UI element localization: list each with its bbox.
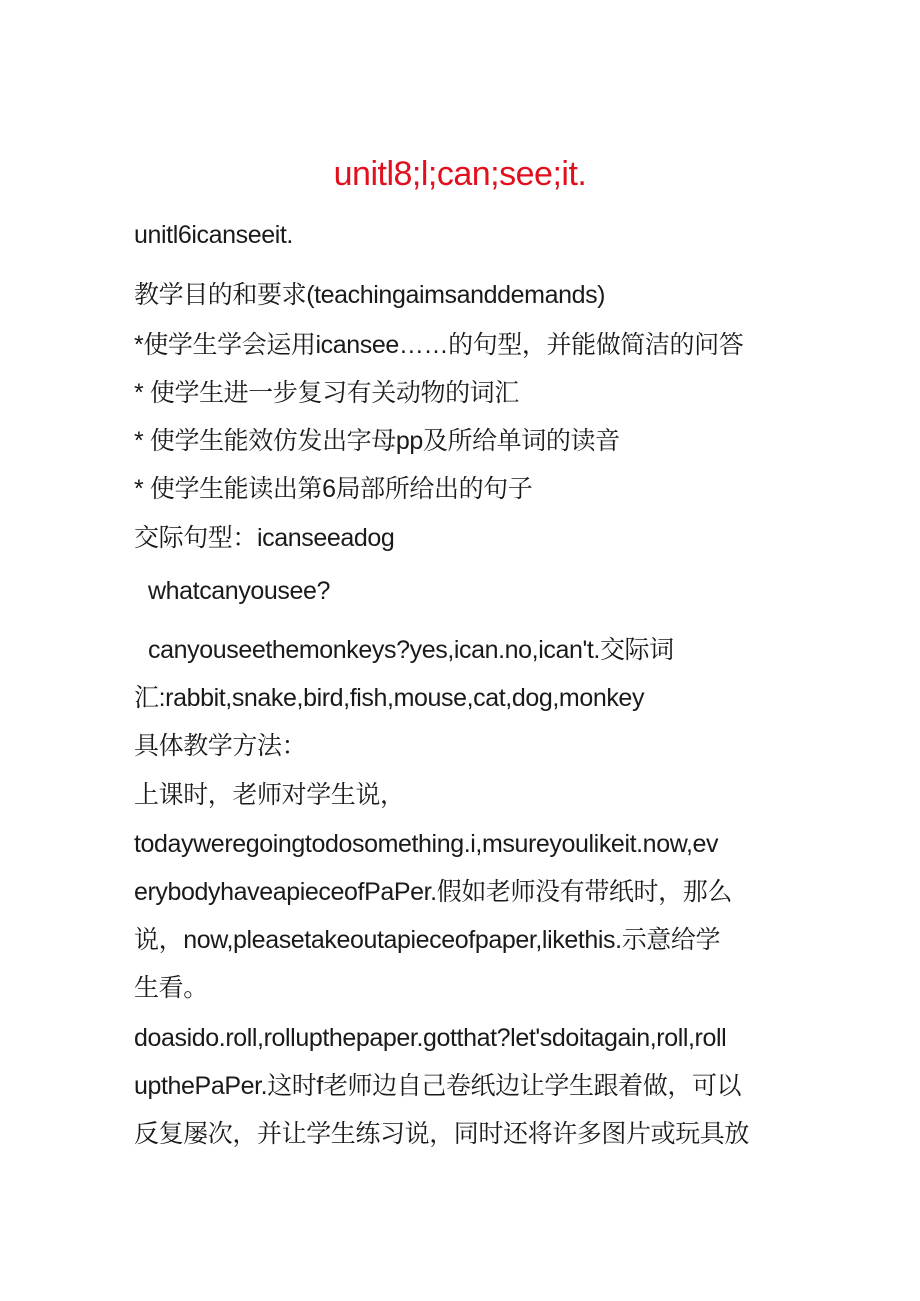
paragraph-line: todayweregoingtodosomething.i,msureyoulikeit.now,ev	[134, 830, 719, 858]
paragraph-line: 上课时，老师对学生说，	[134, 781, 405, 809]
aim-item-2: * 使学生进一步复习有关动物的词汇	[134, 379, 519, 407]
vocabulary-line: 汇:rabbit,snake,bird,fish,mouse,cat,dog,monkey	[134, 684, 645, 712]
sentence-pattern-2: whatcanyousee?	[148, 577, 331, 605]
aim-item-1: *使学生学会运用icansee……的句型，并能做简洁的问答	[134, 331, 744, 359]
unit-subtitle: unitl6icanseeit.	[134, 221, 293, 249]
paragraph-line: erybodyhaveapieceofPaPer.假如老师没有带纸时，那么	[134, 878, 732, 906]
methods-heading: 具体教学方法：	[134, 732, 307, 760]
paragraph-line: 生看。	[134, 974, 208, 1002]
paragraph-line: upthePaPer.这时f老师边自己卷纸边让学生跟着做，可以	[134, 1072, 742, 1100]
paragraph-line: doasido.roll,rollupthepaper.gotthat?let'sdoitagain,roll,roll	[134, 1024, 727, 1052]
sentence-pattern-3: canyouseethemonkeys?yes,ican.no,ican't.交际词	[148, 636, 674, 664]
document-title: unitl8;l;can;see;it.	[333, 155, 587, 193]
paragraph-line: 说，now,pleasetakeoutapieceofpaper,likethis.示意给学	[134, 926, 721, 954]
aim-item-3: * 使学生能效仿发出字母pp及所给单词的读音	[134, 427, 620, 455]
paragraph-line: 反复屡次，并让学生练习说，同时还将许多图片或玩具放	[134, 1120, 750, 1148]
sentence-patterns: 交际句型：icanseeadog	[134, 524, 395, 552]
aims-heading: 教学目的和要求(teachingaimsanddemands)	[134, 281, 606, 309]
aim-item-4: * 使学生能读出第6局部所给出的句子	[134, 475, 533, 503]
